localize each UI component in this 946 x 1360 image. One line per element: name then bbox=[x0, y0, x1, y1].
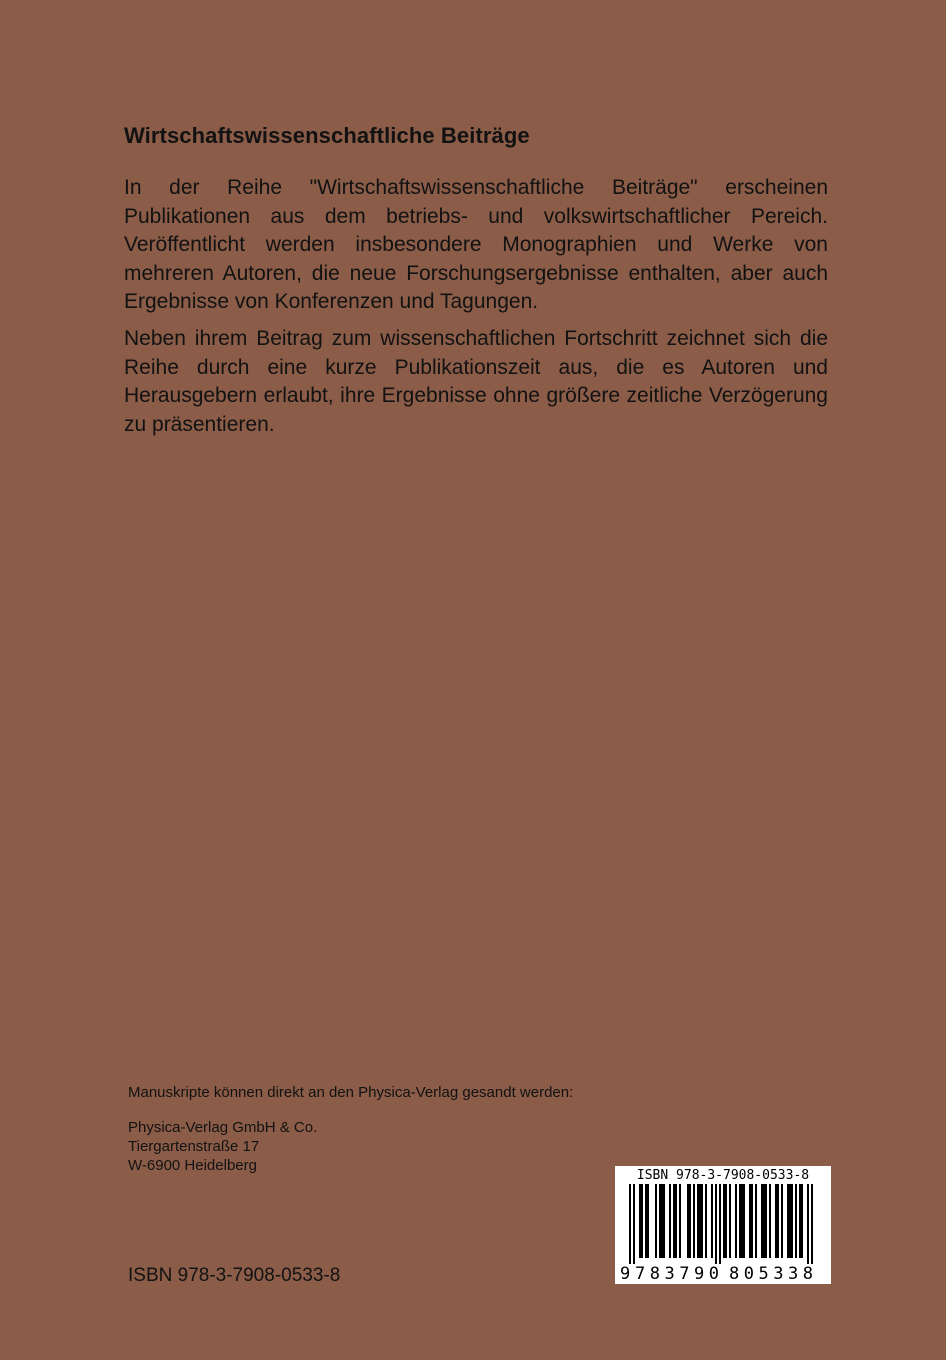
barcode-bar bbox=[777, 1184, 779, 1258]
barcode-bar bbox=[741, 1184, 743, 1258]
barcode-bar bbox=[641, 1184, 643, 1258]
barcode-bar bbox=[663, 1184, 665, 1258]
barcode-bar bbox=[693, 1184, 695, 1258]
barcode-bar bbox=[799, 1184, 801, 1258]
barcode-bar bbox=[735, 1184, 737, 1258]
barcode-bar bbox=[755, 1184, 757, 1258]
barcode-isbn-text: ISBN 978-3-7908-0533-8 bbox=[636, 1168, 810, 1183]
barcode-left-digits: 783790 bbox=[635, 1264, 719, 1284]
barcode-bar bbox=[743, 1184, 745, 1258]
barcode-bar bbox=[719, 1184, 721, 1264]
barcode-bar bbox=[679, 1184, 681, 1258]
barcode-bar bbox=[711, 1184, 713, 1258]
barcode-bar bbox=[775, 1184, 777, 1258]
barcode-bar bbox=[701, 1184, 703, 1258]
isbn-number: ISBN 978-3-7908-0533-8 bbox=[128, 1265, 341, 1286]
barcode-bar bbox=[811, 1184, 813, 1264]
barcode-bar bbox=[673, 1184, 675, 1258]
barcode-bar bbox=[761, 1184, 763, 1258]
barcode-bar bbox=[807, 1184, 809, 1264]
publisher-city: W-6900 Heidelberg bbox=[128, 1157, 257, 1174]
barcode-bar bbox=[765, 1184, 767, 1258]
barcode-bar bbox=[697, 1184, 699, 1258]
barcode-bar bbox=[699, 1184, 701, 1258]
barcode-bar bbox=[639, 1184, 641, 1258]
barcode-bar bbox=[669, 1184, 671, 1258]
publisher-street: Tiergartenstraße 17 bbox=[128, 1138, 260, 1155]
barcode-bar bbox=[769, 1184, 771, 1258]
barcode-bar bbox=[749, 1184, 751, 1258]
barcode-bar bbox=[787, 1184, 789, 1258]
barcode-bar bbox=[723, 1184, 725, 1258]
series-title: Wirtschaftswissenschaftliche Beiträge bbox=[124, 123, 530, 148]
barcode-bars bbox=[629, 1184, 813, 1264]
barcode-bar bbox=[705, 1184, 707, 1258]
barcode-bar bbox=[645, 1184, 647, 1258]
barcode-bar bbox=[689, 1184, 691, 1258]
barcode-icon bbox=[615, 1166, 831, 1284]
barcode-bar bbox=[739, 1184, 741, 1258]
barcode-bar bbox=[729, 1184, 731, 1258]
barcode-bar bbox=[801, 1184, 803, 1258]
barcode-bar bbox=[781, 1184, 783, 1258]
barcode-bar bbox=[655, 1184, 657, 1258]
barcode-bar bbox=[789, 1184, 791, 1258]
barcode-bar bbox=[675, 1184, 677, 1258]
barcode-bar bbox=[647, 1184, 649, 1258]
manuscript-note: Manuskripte können direkt an den Physica-Verlag gesandt werden: bbox=[128, 1084, 574, 1101]
publisher-name: Physica-Verlag GmbH & Co. bbox=[128, 1119, 318, 1136]
barcode-bar bbox=[795, 1184, 797, 1258]
barcode-bar bbox=[687, 1184, 689, 1258]
description-paragraph-1: In der Reihe "Wirtschaftswissenschaftliche Beiträge" erscheinen Publikationen aus dem betriebs- und volkswirtschaftlicher Pereich. Veröffentlicht werden insbesondere Monographien und Werke von mehreren Autoren, die neue Forschungsergebnisse enthalten, aber auch Ergebnisse von Konferenzen und Tagungen. bbox=[124, 176, 828, 313]
barcode-right-digits: 805338 bbox=[729, 1264, 813, 1284]
barcode-bar bbox=[633, 1184, 635, 1264]
barcode-bar bbox=[763, 1184, 765, 1258]
barcode-bar bbox=[751, 1184, 753, 1258]
barcode-bar bbox=[659, 1184, 661, 1258]
barcode-bar bbox=[715, 1184, 717, 1264]
barcode-bar bbox=[725, 1184, 727, 1258]
barcode-bar bbox=[791, 1184, 793, 1258]
barcode-first-digit: 9 bbox=[620, 1264, 631, 1284]
barcode-bar bbox=[661, 1184, 663, 1258]
description-paragraph-2: Neben ihrem Beitrag zum wissenschaftlichen Fortschritt zeichnet sich die Reihe durch eine kurze Publikationszeit aus, die es Autoren und Herausgebern erlaubt, ihre Ergebnisse ohne größere zeitliche Verzögerung zu präsentieren. bbox=[124, 327, 828, 436]
barcode-bar bbox=[629, 1184, 631, 1264]
barcode-label bbox=[615, 1166, 831, 1284]
